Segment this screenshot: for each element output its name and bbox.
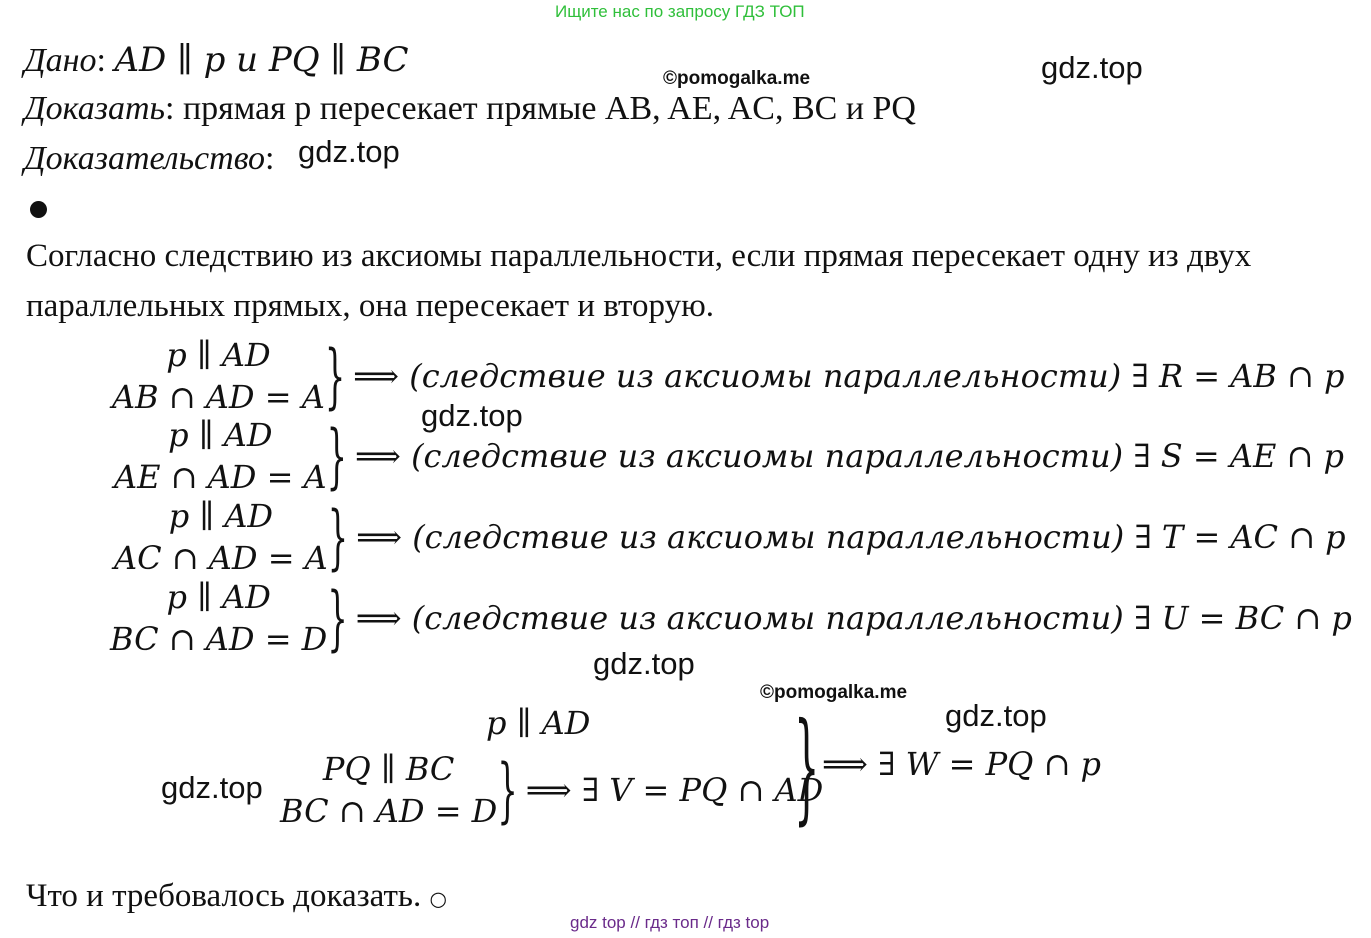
premise-intersection: AC ∩ AD = A (114, 539, 328, 577)
gdz-watermark-1: gdz.top (1041, 50, 1143, 85)
final-outer-conclusion: ⟹ ∃ W = PQ ∩ p (822, 745, 1102, 783)
pomogalka-watermark-2: ©pomogalka.me (760, 682, 908, 703)
right-brace-icon: } (324, 334, 346, 418)
final-outer-top: p ∥ AD (486, 704, 591, 742)
implication-row-r (112, 334, 1344, 418)
right-brace-icon: } (497, 748, 518, 832)
premises-t (114, 495, 328, 579)
premise-parallel: p ∥ AD (168, 497, 274, 535)
bullet-point (30, 201, 47, 218)
given-colon: : (96, 42, 106, 79)
gdz-watermark-6: gdz.top (161, 770, 263, 805)
final-inner-implication (280, 748, 823, 832)
top-banner: Ищите нас по запросу ГДЗ ТОП (555, 2, 805, 21)
right-brace-icon: } (327, 495, 349, 579)
gdz-watermark-2: gdz.top (298, 134, 400, 169)
prove-colon: : (164, 90, 175, 127)
premise-intersection: AE ∩ AD = A (114, 458, 327, 496)
qed-circle-icon: ○ (429, 886, 447, 911)
premise-bc-intersection: BC ∩ AD = D (280, 792, 498, 830)
proof-colon: : (265, 140, 275, 177)
given-statement: AD ∥ p и PQ ∥ BC (114, 40, 409, 80)
gdz-watermark-3: gdz.top (421, 398, 523, 433)
right-brace-icon: } (326, 414, 348, 498)
implication-row-u (110, 576, 1352, 660)
premise-pq-parallel: PQ ∥ BC (322, 750, 455, 788)
implication-row-t (114, 495, 1346, 579)
pomogalka-watermark-1: ©pomogalka.me (663, 68, 811, 89)
conclusion-s: ⟹ (следствие из аксиомы параллельности) ∃ S = AE ∩ p (355, 437, 1344, 475)
premise-intersection: BC ∩ AD = D (110, 620, 328, 658)
prove-label: Доказать (24, 90, 165, 127)
paragraph-line-1: Согласно следствию из аксиомы параллельности, если прямая пересекает одну из двух (26, 238, 1252, 274)
premises-r (112, 334, 325, 418)
outer-brace-icon: } (794, 700, 820, 838)
premise-intersection: AB ∩ AD = A (112, 378, 325, 416)
given-line (24, 40, 409, 80)
qed-text: Что и требовалось доказать. (26, 878, 422, 914)
paragraph-line-2: параллельных прямых, она пересекает и вторую. (26, 288, 714, 324)
conclusion-t: ⟹ (следствие из аксиомы параллельности) ∃ T = AC ∩ p (356, 518, 1346, 556)
proof-label: Доказательство (24, 140, 266, 177)
premises-u (110, 576, 327, 660)
prove-line (24, 90, 916, 128)
footer-links: gdz top // гдз топ // гдз top (570, 913, 770, 932)
right-brace-icon: } (327, 576, 348, 660)
final-inner-conclusion: ⟹ ∃ V = PQ ∩ AD (525, 771, 824, 809)
prove-text: прямая p пересекает прямые AB, AE, AC, BC и PQ (182, 90, 916, 127)
gdz-watermark-4: gdz.top (593, 646, 695, 681)
conclusion-r: ⟹ (следствие из аксиомы параллельности) ∃ R = AB ∩ p (353, 357, 1345, 395)
final-inner-premises (280, 748, 497, 832)
qed-line (26, 878, 447, 915)
premise-parallel: p ∥ AD (168, 416, 273, 454)
premise-parallel: p ∥ AD (166, 578, 271, 616)
given-label: Дано (24, 42, 97, 79)
premise-parallel: p ∥ AD (166, 336, 271, 374)
premises-s (114, 414, 327, 498)
conclusion-u: ⟹ (следствие из аксиомы параллельности) ∃ U = BC ∩ p (355, 599, 1352, 637)
gdz-watermark-5: gdz.top (945, 698, 1047, 733)
implication-row-s (114, 414, 1344, 498)
proof-line (24, 140, 274, 178)
